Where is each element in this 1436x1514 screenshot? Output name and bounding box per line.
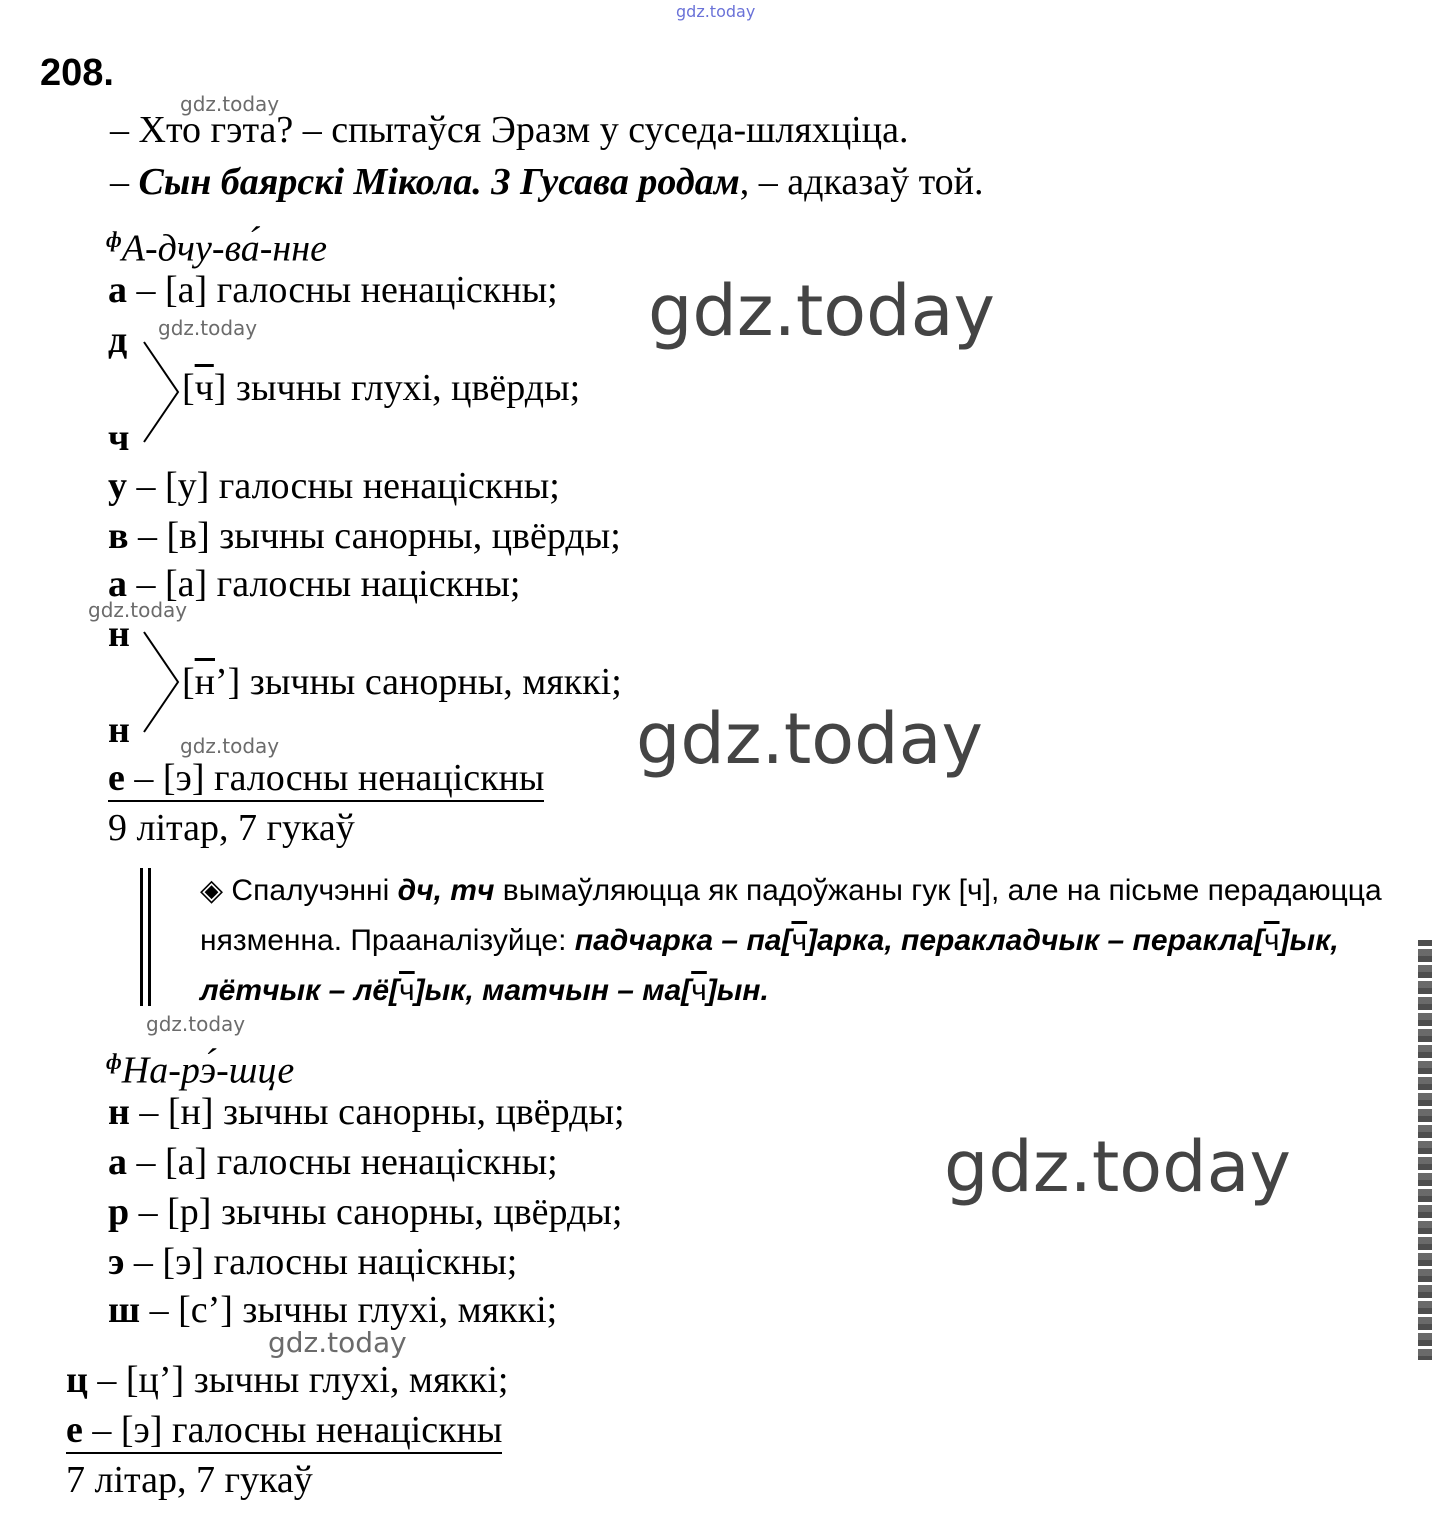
- phonetic-row: а – [а] галосны ненацiскны;: [108, 269, 558, 311]
- dialog-line-2: [110, 160, 984, 204]
- bracket-icon: [140, 630, 182, 734]
- phonetic-letter: д: [108, 319, 128, 361]
- phonetic-letter: н: [108, 709, 130, 751]
- phonetic-row: н – [н] зычны санорны, цвёрды;: [108, 1091, 625, 1133]
- letter-sound-summary: 7 літар, 7 гукаў: [66, 1459, 313, 1501]
- rule-note: ◈ Спалучэнні дч, тч вымаўляюцца як падоўжаны гук [ч], але на пісьме перадаюцца нязменна. Прааналізуйце: падчарка – па[ч]арка, перакладчык – перакла[ч]ык, лётчык – лё[ч]ык, матчын – ма[ч]ын.: [200, 874, 1382, 1007]
- watermark: gdz.today: [180, 92, 280, 116]
- watermark: gdz.today: [268, 1326, 407, 1359]
- dialog-quote: Сын баярскі Мікола. З Гусава родам: [138, 161, 740, 203]
- phonetic-row: а – [а] галосны ненацiскны;: [108, 1141, 558, 1183]
- watermark-large: gdz.today: [944, 1126, 1291, 1208]
- scan-edge: [1418, 940, 1432, 1360]
- phonetic-row: э – [э] галосны нацiскны;: [108, 1241, 518, 1283]
- watermark-large: gdz.today: [648, 270, 995, 352]
- word-heading: $^ф$На-рэ́-шце: [106, 1049, 295, 1092]
- phonetic-row-last: е – [э] галосны ненацiскны: [108, 756, 544, 802]
- phonetic-row: у – [у] галосны ненацiскны;: [108, 465, 560, 507]
- note-bar: [140, 868, 143, 1006]
- watermark: gdz.today: [146, 1012, 246, 1036]
- phonetic-pair-row: [ч] зычны глухі, цвёрды;: [182, 367, 581, 409]
- letter-sound-summary: 9 літар, 7 гукаў: [108, 807, 355, 849]
- phonetic-row: р – [р] зычны санорны, цвёрды;: [108, 1191, 623, 1233]
- watermark-large: gdz.today: [636, 698, 983, 780]
- phonetic-letter: ч: [108, 417, 130, 459]
- dialog-rest: , – адказаў той.: [739, 161, 984, 203]
- dialog-dash: –: [110, 161, 139, 203]
- phonetic-row: ц – [ц’] зычны глухі, мяккі;: [66, 1359, 509, 1401]
- word-heading: $^ф$А-дчу-ва́-нне: [106, 227, 327, 270]
- phonetic-row: а – [а] галосны нацiскны;: [108, 563, 521, 605]
- note-bar: [148, 868, 151, 1006]
- watermark: gdz.today: [158, 316, 258, 340]
- watermark-top: gdz.today: [676, 2, 756, 21]
- phonetic-row: в – [в] зычны санорны, цвёрды;: [108, 515, 621, 557]
- phonetic-row: ш – [с’] зычны глухі, мяккі;: [108, 1289, 558, 1331]
- bracket-icon: [140, 340, 182, 444]
- dialog-line-1: – Хто гэта? – спытаўся Эразм у суседа-шляхціца.: [110, 109, 909, 151]
- exercise-number: 208.: [40, 52, 114, 94]
- phonetic-pair-row: [н’] зычны санорны, мяккі;: [182, 661, 622, 703]
- phonetic-letter: н: [108, 613, 130, 655]
- watermark: gdz.today: [180, 734, 280, 758]
- phonetic-row-last: е – [э] галосны ненацiскны: [66, 1408, 502, 1454]
- watermark: gdz.today: [88, 598, 188, 622]
